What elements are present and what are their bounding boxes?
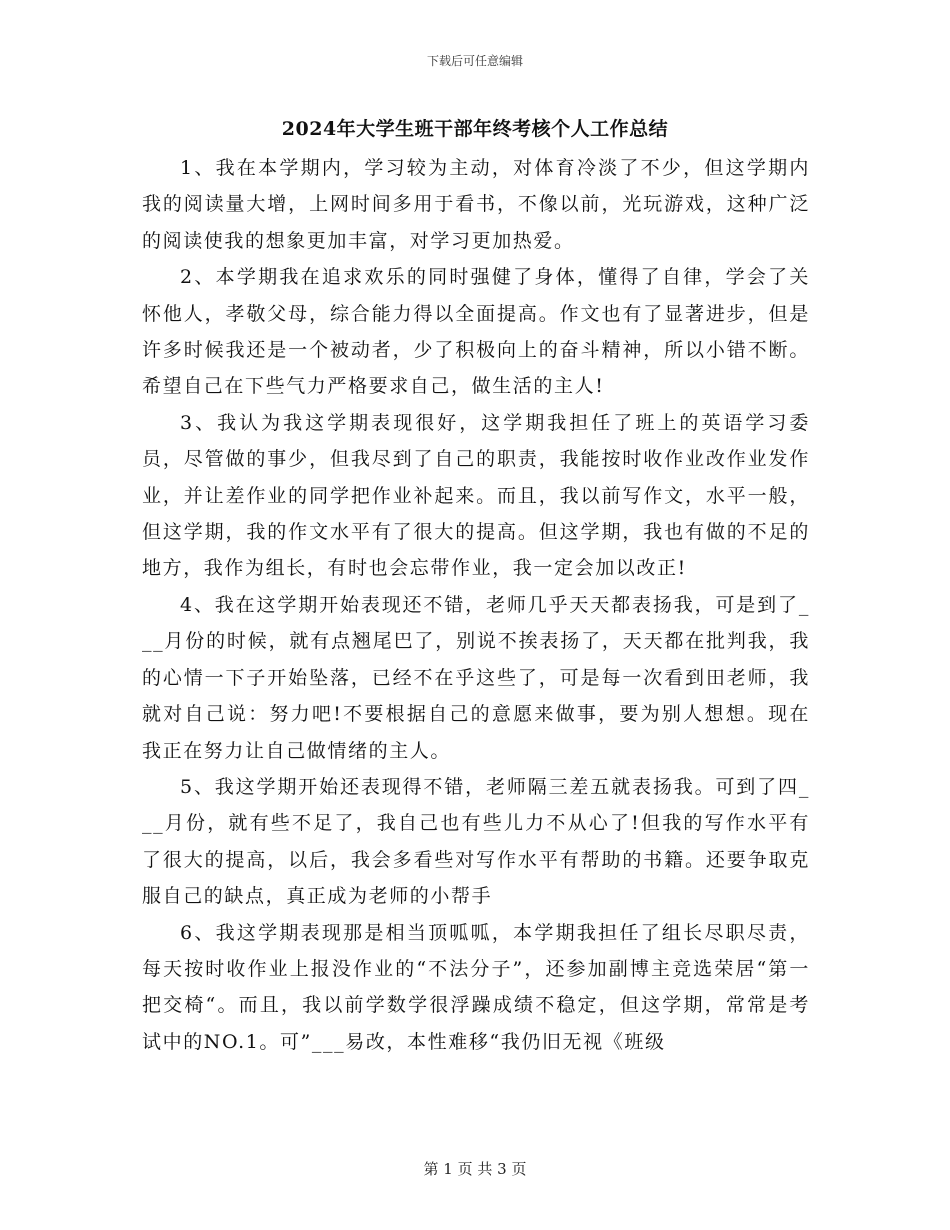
paragraph-2: 2、本学期我在追求欢乐的同时强健了身体，懂得了自律，学会了关怀他人，孝敬父母，综合能力得以全面提高。作文也有了显著进步，但是许多时候我还是一个被动者，少了积极向上的奋斗精神，所以小错不断。希望自己在下些气力严格要求自己，做生活的主人! <box>142 266 810 398</box>
document-title: 2024年大学生班干部年终考核个人工作总结 <box>281 118 669 140</box>
page-number: 第 1 页 共 3 页 <box>423 1160 527 1178</box>
paragraph-3: 3、我认为我这学期表现很好，这学期我担任了班上的英语学习委员，尽管做的事少，但我尽到了自己的职责，我能按时收作业改作业发作业，并让差作业的同学把作业补起来。而且，我以前写作文，水平一般，但这学期，我的作文水平有了很大的提高。但这学期，我也有做的不足的地方，我作为组长，有时也会忘带作业，我一定会加以改正! <box>142 411 810 580</box>
paragraph-6: 6、我这学期表现那是相当顶呱呱，本学期我担任了组长尽职尽责，每天按时收作业上报没作业的“不法分子”，还参加副博主竞选荣居“第一把交椅“。而且，我以前学数学很浮躁成绩不稳定，但这学期，常常是考试中的NO.1。可”___易改，本性难移“我仍旧无视《班级 <box>142 921 810 1053</box>
paragraph-1: 1、我在本学期内，学习较为主动，对体育冷淡了不少，但这学期内我的阅读量大增，上网时间多用于看书，不像以前，光玩游戏，这种广泛的阅读使我的想象更加丰富，对学习更加热爱。 <box>142 157 810 252</box>
document-body <box>142 150 810 1060</box>
paragraph-5: 5、我这学期开始还表现得不错，老师隔三差五就表扬我。可到了四___月份，就有些不足了，我自己也有些儿力不从心了!但我的写作水平有了很大的提高，以后，我会多看些对写作水平有帮助的书籍。还要争取克服自己的缺点，真正成为老师的小帮手 <box>142 775 810 908</box>
download-note: 下载后可任意编辑 <box>426 54 523 68</box>
paragraph-4: 4、我在这学期开始表现还不错，老师几乎天天都表扬我，可是到了___月份的时候，就有点翘尾巴了，别说不挨表扬了，天天都在批判我，我的心情一下子开始坠落，已经不在乎这些了，可是每一次看到田老师，我就对自己说：努力吧!不要根据自己的意愿来做事，要为别人想想。现在我正在努力让自己做情绪的主人。 <box>142 593 810 762</box>
